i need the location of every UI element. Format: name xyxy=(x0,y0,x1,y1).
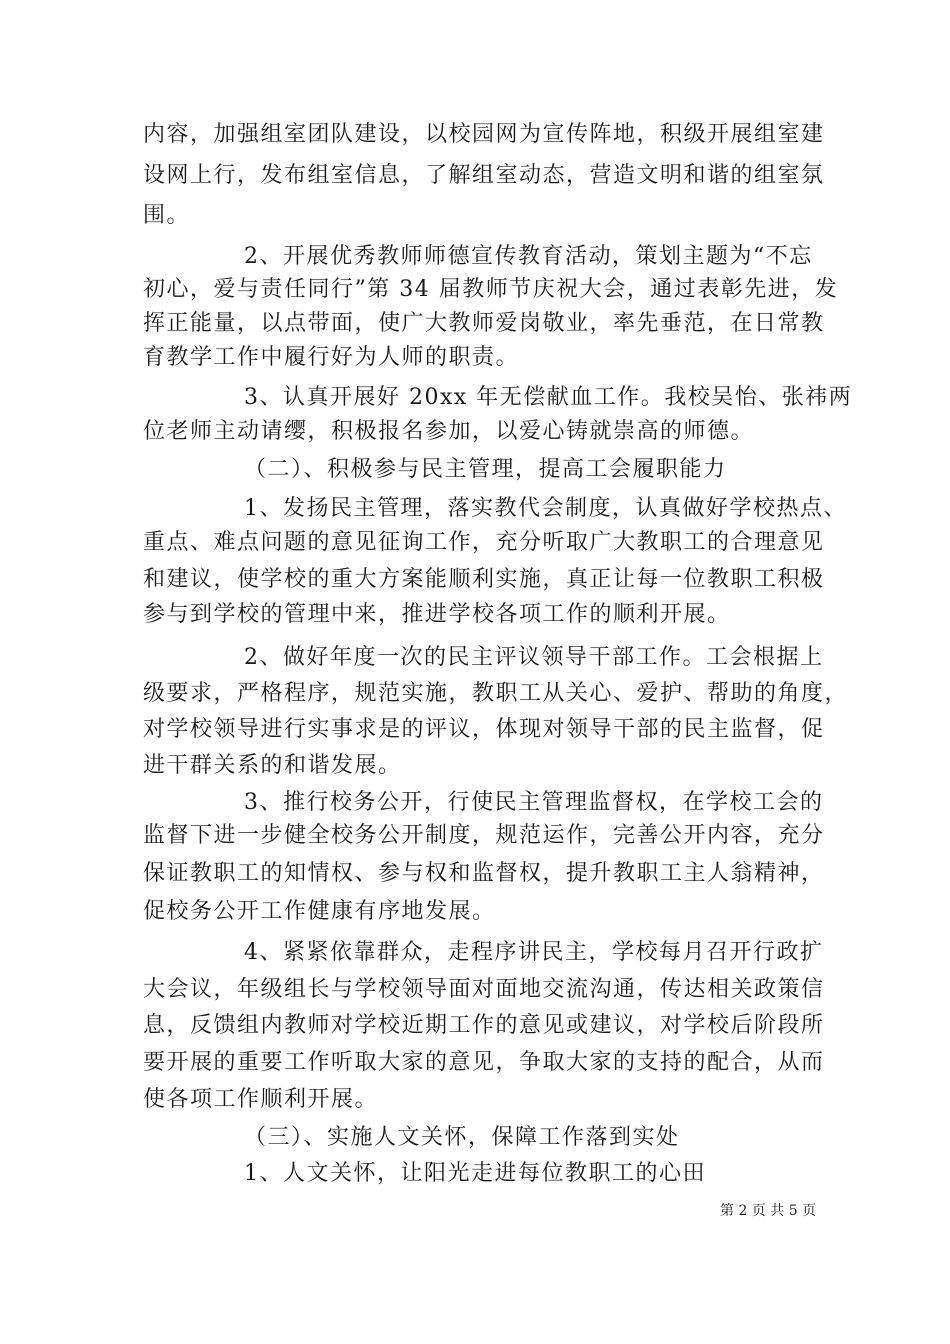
text-line: 级要求，严格程序，规范实施，教职工从关心、爱护、帮助的角度， xyxy=(143,681,849,706)
text-line: 使各项工作顺利开展。 xyxy=(143,1087,379,1112)
text-line: 3、推行校务公开，行使民主管理监督权，在学校工会的 xyxy=(244,790,824,815)
text-line: 初心，爱与责任同行”第 34 届教师节庆祝大会，通过表彰先进，发 xyxy=(143,277,839,302)
page-number-footer: 第 2 页 共 5 页 xyxy=(720,1203,817,1219)
text-line: 内容，加强组室团队建设，以校园网为宣传阵地，积级开展组室建 xyxy=(143,122,825,147)
text-line: 位老师主动请缨，积极报名参加，以爱心铸就崇高的师德。 xyxy=(143,419,755,444)
text-line: 1、发扬民主管理，落实教代会制度，认真做好学校热点、 xyxy=(244,496,847,521)
text-line: 和建议，使学校的重大方案能顺利实施，真正让每一位教职工积极 xyxy=(143,567,825,592)
text-line: 监督下进一步健全校务公开制度，规范运作，完善公开内容，充分 xyxy=(143,823,825,848)
text-line: 2、做好年度一次的民主评议领导干部工作。工会根据上 xyxy=(244,645,824,670)
text-line: 2、开展优秀教师师德宣传教育活动，策划主题为“不忘 xyxy=(244,244,813,269)
text-line: 重点、难点问题的意见征询工作，充分听取广大教职工的合理意见 xyxy=(143,530,825,555)
text-line: 保证教职工的知情权、参与权和监督权，提升教职工主人翁精神， xyxy=(143,861,825,886)
text-line: 要开展的重要工作听取大家的意见，争取大家的支持的配合，从而 xyxy=(143,1050,825,1075)
section-heading-3: （三）、实施人文关怀，保障工作落到实处 xyxy=(244,1125,680,1150)
text-line: 1、人文关怀，让阳光走进每位教职工的心田 xyxy=(244,1161,706,1186)
text-line: 挥正能量，以点带面，使广大教师爱岗敬业，率先垂范，在日常教 xyxy=(143,311,825,336)
text-line: 设网上行，发布组室信息，了解组室动态，营造文明和谐的组室氛 xyxy=(143,163,825,188)
text-line: 促校务公开工作健康有序地发展。 xyxy=(143,899,496,924)
text-line: 参与到学校的管理中来，推进学校各项工作的顺利开展。 xyxy=(143,602,731,627)
text-line: 大会议，年级组长与学校领导面对面地交流沟通，传达相关政策信 xyxy=(143,977,825,1002)
text-line: 3、认真开展好 20xx 年无偿献血工作。我校吴怡、张祎两 xyxy=(244,385,853,410)
section-heading-2: （二）、积极参与民主管理，提高工会履职能力 xyxy=(244,457,727,482)
text-line: 围。 xyxy=(143,203,191,228)
text-line: 息，反馈组内教师对学校近期工作的意见或建议，对学校后阶段所 xyxy=(143,1013,825,1038)
text-line: 4、紧紧依靠群众，走程序讲民主，学校每月召开行政扩 xyxy=(244,940,824,965)
text-line: 育教学工作中履行好为人师的职责。 xyxy=(143,345,520,370)
text-line: 进干群关系的和谐发展。 xyxy=(143,753,402,778)
text-line: 对学校领导进行实事求是的评议，体现对领导干部的民主监督，促 xyxy=(143,717,825,742)
